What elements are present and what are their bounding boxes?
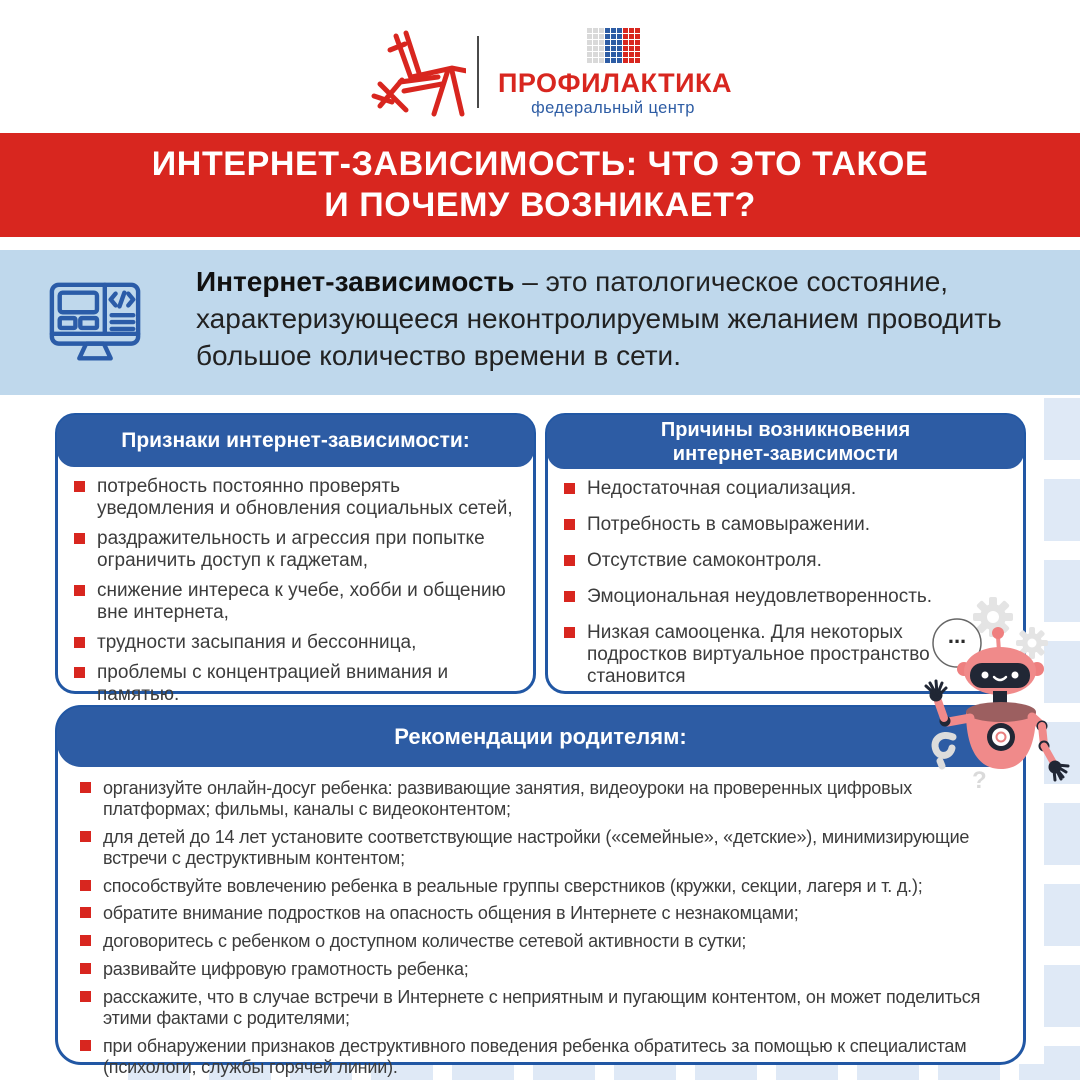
question-mark-glyph: ?: [972, 767, 987, 794]
brand-grid-cell: [599, 52, 604, 57]
brand-grid-cell: [623, 58, 628, 63]
list-item-text: Эмоциональная неудовлетворенность.: [587, 586, 933, 608]
brand-grid-cell: [611, 58, 616, 63]
brand-grid-cell: [635, 46, 640, 51]
list-item: [80, 876, 999, 897]
brand-grid-cell: [623, 40, 628, 45]
list-item-text: развивайте цифровую грамотность ребенка;: [103, 959, 469, 980]
bullet-square-icon: [74, 533, 85, 544]
pattern-square: [1044, 479, 1080, 541]
bullet-square-icon: [80, 880, 91, 891]
list-item-text: Отсутствие самоконтроля.: [587, 550, 822, 572]
definition-section: [0, 250, 1080, 395]
brand-grid-cell: [617, 28, 622, 33]
list-item-text: проблемы с концентрацией внимания и памятью.: [97, 662, 449, 706]
list-item: [74, 528, 517, 572]
brand-grid-cell: [593, 58, 598, 63]
speech-ellipsis: ...: [947, 623, 967, 648]
brand-grid-cell: [629, 28, 634, 33]
bullet-square-icon: [80, 782, 91, 793]
brand-grid-cell: [635, 52, 640, 57]
robot-right-arm: [1032, 717, 1068, 780]
list-item-text: организуйте онлайн-досуг ребенка: развивающие занятия, видеоуроки на проверенных цифровых платформах; фильмы, каналы с видеоконтентом;: [103, 778, 913, 819]
brand-grid-cell: [629, 40, 634, 45]
bullet-square-icon: [74, 667, 85, 678]
title-banner: [0, 133, 1080, 237]
signs-box-title: Признаки интернет-зависимости:: [121, 429, 470, 452]
brand-grid-cell: [593, 46, 598, 51]
brand-grid-cell: [623, 46, 628, 51]
definition-term: Интернет-зависимость: [196, 266, 515, 297]
causes-box-header: [547, 415, 1024, 469]
definition-rest: – это патологическое состояние, характеризующееся неконтролируемым желанием проводить большое количество времени в сети.: [196, 266, 1002, 371]
brand-grid-cell: [635, 28, 640, 33]
bullet-square-icon: [74, 637, 85, 648]
definition-text: [196, 264, 1044, 375]
list-item-text: раздражительность и агрессия при попытке ограничить доступ к гаджетам,: [97, 528, 485, 572]
pattern-square: [1044, 884, 1080, 946]
bullet-square-icon: [80, 831, 91, 842]
brand-grid-cell: [629, 52, 634, 57]
brand-grid-cell: [617, 40, 622, 45]
bullet-square-icon: [80, 907, 91, 918]
signs-box-body: [58, 466, 533, 720]
brand-grid-cell: [599, 40, 604, 45]
decorative-hook-icon: [935, 735, 953, 766]
list-item-text: договоритесь с ребенком о доступном количестве сетевой активности в сутки;: [103, 931, 747, 952]
bullet-square-icon: [564, 555, 575, 566]
brand-grid-cell: [587, 58, 592, 63]
header-divider: [477, 36, 479, 108]
brand-grid-cell: [593, 28, 598, 33]
brand-grid-cell: [611, 34, 616, 39]
list-item-text: обратите внимание подростков на опасность общения в Интернете с незнакомцами;: [103, 903, 799, 924]
signs-box: [55, 413, 536, 706]
list-item-text: расскажите, что в случае встречи в Интернете с неприятным и пугающим контентом, он может поделиться этими фактами с родителями;: [103, 987, 981, 1028]
brand-grid-cell: [629, 58, 634, 63]
list-item-text: снижение интереса к учебе, хобби и общению вне интернета,: [97, 580, 506, 624]
brand-grid-cell: [635, 40, 640, 45]
monitor-browser-code-icon: [46, 279, 144, 371]
brand-grid-cell: [599, 46, 604, 51]
bullet-square-icon: [80, 1040, 91, 1051]
list-item: [80, 778, 999, 820]
page-title-line-1: ИНТЕРНЕТ-ЗАВИСИМОСТЬ: ЧТО ЭТО ТАКОЕ: [151, 144, 929, 183]
brand-grid-cell: [587, 28, 592, 33]
bullet-square-icon: [80, 935, 91, 946]
list-item: [564, 514, 1007, 536]
list-item: [80, 987, 999, 1029]
brand-grid-cell: [593, 52, 598, 57]
brand-grid-cell: [617, 46, 622, 51]
brand-name: ПРОФИЛАКТИКА: [498, 68, 732, 98]
bullet-square-icon: [564, 483, 575, 494]
horse-line-logo-icon: [356, 22, 466, 117]
bullet-square-icon: [80, 991, 91, 1002]
pattern-square: [1019, 1064, 1080, 1080]
brand-grid-cell: [605, 34, 610, 39]
brand-grid-cell: [617, 58, 622, 63]
list-item-text: потребность постоянно проверять уведомления и обновления социальных сетей,: [97, 476, 513, 520]
brand-grid-cell: [617, 52, 622, 57]
brand-grid-cell: [623, 52, 628, 57]
brand-grid-cell: [605, 46, 610, 51]
list-item: [74, 632, 517, 654]
signs-box-header: [57, 415, 534, 467]
brand-grid-cell: [605, 52, 610, 57]
brand-grid-cell: [587, 34, 592, 39]
brand-grid-cell: [587, 40, 592, 45]
list-item: [80, 931, 999, 952]
causes-box-title-line-1: Причины возникновения: [660, 419, 911, 441]
robot-body: [966, 691, 1036, 769]
brand-grid-cell: [623, 28, 628, 33]
brand-grid-cell: [599, 28, 604, 33]
signs-list: [74, 476, 517, 706]
list-item: [564, 550, 1007, 572]
list-item: [74, 662, 517, 706]
brand-grid-cell: [635, 34, 640, 39]
list-item: [80, 903, 999, 924]
brand-grid-cell: [605, 28, 610, 33]
list-item: [80, 827, 999, 869]
list-item-text: Недостаточная социализация.: [587, 478, 857, 499]
brand-grid-cell: [605, 40, 610, 45]
list-item-text: Потребность в самовыражении.: [587, 514, 870, 536]
list-item: [564, 478, 1007, 500]
pattern-square: [1044, 965, 1080, 1027]
robot-mascot: [900, 585, 1080, 830]
robot-left-arm: [926, 681, 970, 727]
list-item-text: для детей до 14 лет установите соответствующие настройки («семейные», «детские»), минимизирующие встречи с деструктивным контентом;: [103, 826, 970, 868]
list-item: [74, 580, 517, 624]
brand-grid-cell: [623, 34, 628, 39]
recommendations-box: [55, 705, 1026, 1077]
brand-grid-cell: [599, 58, 604, 63]
brand-grid-cell: [611, 46, 616, 51]
list-item-text: Низкая самооценка. Для некоторых подростков виртуальное пространство становится: [587, 622, 930, 688]
bullet-square-icon: [564, 519, 575, 530]
brand-grid-cell: [599, 34, 604, 39]
header: [0, 0, 1080, 133]
causes-box-title-line-2: интернет-зависимости: [672, 443, 899, 465]
bullet-square-icon: [80, 963, 91, 974]
brand-grid-cell: [635, 58, 640, 63]
brand-grid-cell: [587, 46, 592, 51]
list-item-text: способствуйте вовлечению ребенка в реальные группы сверстников (кружки, секции, лагеря и т. д.);: [103, 875, 923, 896]
bullet-square-icon: [564, 591, 575, 602]
brand-grid-cell: [593, 40, 598, 45]
recommendations-box-title: Рекомендации родителям:: [394, 724, 687, 749]
bullet-square-icon: [74, 585, 85, 596]
brand-grid-cell: [611, 40, 616, 45]
brand-grid-logo-icon: [587, 28, 640, 63]
list-item: [74, 476, 517, 520]
brand-grid-cell: [611, 52, 616, 57]
page-title-line-2: И ПОЧЕМУ ВОЗНИКАЕТ?: [324, 185, 756, 224]
brand-grid-cell: [587, 52, 592, 57]
list-item-text: трудности засыпания и бессонница,: [97, 632, 417, 654]
recommendations-list: [80, 778, 999, 1078]
brand-subtitle: федеральный центр: [531, 99, 695, 118]
list-item: [80, 959, 999, 980]
list-item-text: при обнаружении признаков деструктивного поведения ребенка обратитесь за помощью к специалистам (психологи, службы горячей линии).: [103, 1035, 967, 1077]
brand-grid-cell: [617, 34, 622, 39]
brand-grid-cell: [629, 34, 634, 39]
bullet-square-icon: [564, 627, 575, 638]
brand-block: [498, 20, 732, 118]
list-item: [80, 1036, 999, 1078]
brand-grid-cell: [593, 34, 598, 39]
brand-grid-cell: [611, 28, 616, 33]
brand-grid-cell: [605, 58, 610, 63]
recommendations-box-header: [57, 707, 1024, 767]
brand-grid-cell: [629, 46, 634, 51]
bullet-square-icon: [74, 481, 85, 492]
recommendations-box-body: [58, 766, 1023, 1080]
pattern-square: [1044, 398, 1080, 460]
